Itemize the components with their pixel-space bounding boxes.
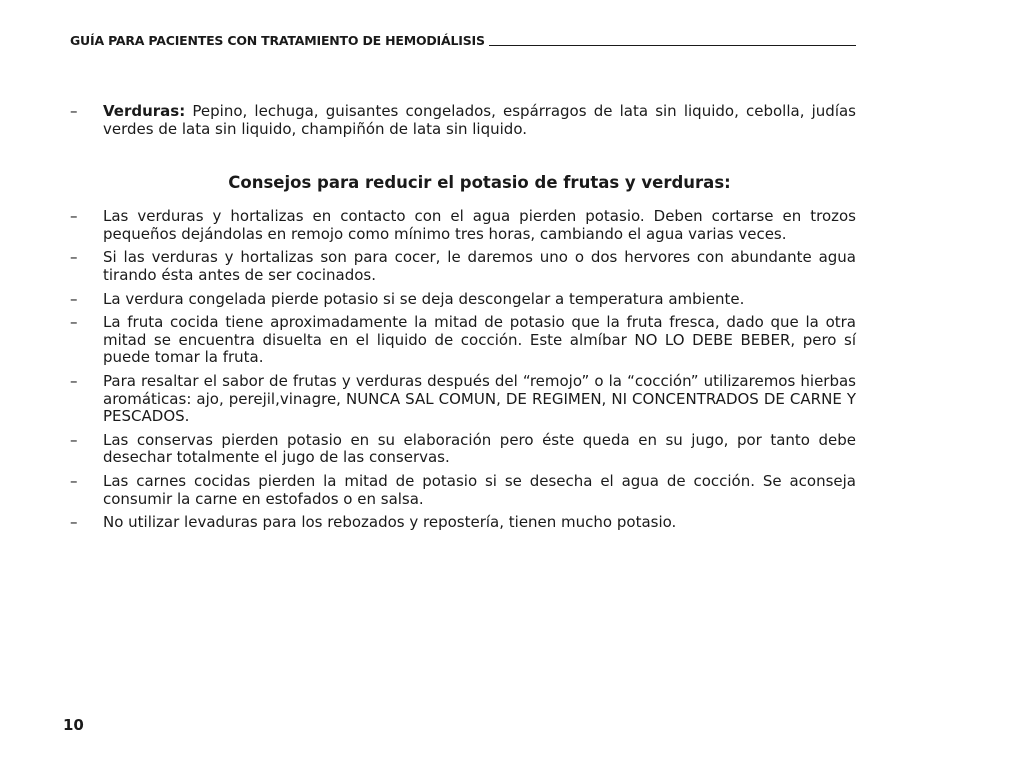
list-item-body: Pepino, lechuga, guisantes congelados, espárragos de lata sin liquido, cebolla, judías verdes de lata sin liquido, champiñón de lata sin liquido. (103, 102, 856, 138)
page-number: 10 (63, 716, 84, 734)
list-item (70, 249, 856, 284)
running-header (70, 33, 856, 48)
list-item-text: La fruta cocida tiene aproximadamente la mitad de potasio que la fruta fresca, dado que la otra mitad se encuentra disuelta en el liquido de cocción. Este almíbar NO LO DEBE BEBER, pero sí puede tomar la fruta. (103, 313, 856, 367)
list-dash: – (70, 207, 78, 226)
header-title: GUÍA PARA PACIENTES CON TRATAMIENTO DE HEMODIÁLISIS (70, 33, 485, 48)
list-item (70, 208, 856, 243)
list-item (70, 314, 856, 367)
list-item (70, 473, 856, 508)
list-item-text (103, 103, 856, 138)
list-dash: – (70, 313, 78, 332)
list-item-text: Las carnes cocidas pierden la mitad de potasio si se desecha el agua de cocción. Se aconseja consumir la carne en estofados o en salsa. (103, 471, 856, 508)
list-dash: – (70, 430, 78, 449)
list-item-text: Las verduras y hortalizas en contacto con el agua pierden potasio. Deben cortarse en trozos pequeños dejándolas en remojo como mínimo tres horas, cambiando el agua varias veces. (103, 207, 856, 243)
header-rule (489, 45, 856, 46)
list-dash: – (70, 289, 78, 308)
list-dash: – (70, 248, 78, 267)
section-heading: Consejos para reducir el potasio de frutas y verduras: (228, 173, 731, 193)
list-item (70, 291, 856, 309)
list-item-label: Verduras: (103, 102, 186, 120)
list-dash: – (70, 471, 78, 490)
list-item (70, 373, 856, 426)
list-item-verduras (70, 103, 856, 138)
list-item (70, 514, 856, 532)
tips-list (70, 208, 856, 532)
page-content (70, 103, 856, 538)
list-item-text: Las conservas pierden potasio en su elaboración pero éste queda en su jugo, por tanto debe desechar totalmente el jugo de las conservas. (103, 430, 856, 467)
list-dash: – (70, 371, 78, 390)
list-item-text: No utilizar levaduras para los rebozados y repostería, tienen mucho potasio. (103, 513, 677, 532)
list-dash: – (70, 102, 78, 120)
list-item-text: Si las verduras y hortalizas son para cocer, le daremos uno o dos hervores con abundante agua tirando ésta antes de ser cocinados. (103, 248, 856, 284)
list-item-text: Para resaltar el sabor de frutas y verduras después del “remojo” o la “cocción” utilizaremos hierbas aromáticas: ajo, perejil,vinagre, NUNCA SAL COMUN, DE REGIMEN, NI CONCENTRADOS DE CARNE Y PESCADOS. (103, 371, 856, 426)
list-item (70, 432, 856, 467)
list-dash: – (70, 513, 78, 532)
list-item-text: La verdura congelada pierde potasio si se deja descongelar a temperatura ambiente. (103, 289, 745, 308)
